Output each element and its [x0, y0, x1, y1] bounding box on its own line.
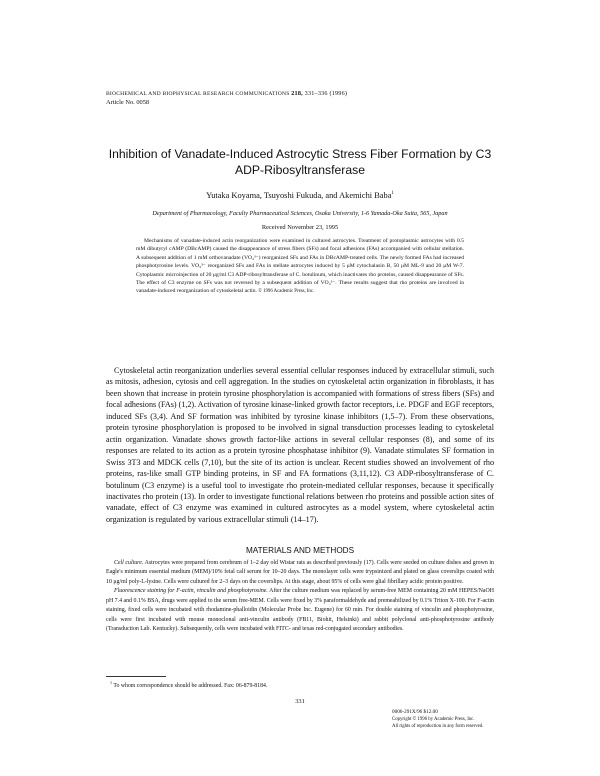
author-names: Yutaka Koyama, Tsuyoshi Fukuda, and Akemichi Baba: [206, 191, 392, 200]
methods-paragraph-cell-culture: [106, 559, 494, 587]
issn-price: 0006-291X/96 $12.00: [392, 709, 438, 715]
section-heading-methods: MATERIALS AND METHODS: [245, 546, 355, 555]
methods-paragraph-text: After the culture medium was replaced by serum-free MEM containing 20 mM HEPES/NaOH pH 7.4 and 0.1% BSA, drugs were applied to the serum free-MEM. Cells were fixed by 3% paraformaldehyde and premeabilized by 0.1% Triton X-100. For F-actin staining, fixed cells were incubated with rhodamine-phalloidin (Molecular Probe Inc. Eugene) for 60 min. For double staining of vinculin and phosphotyrosine, cells were first incubated with mouse monoclonal anti-vinculin antibody (FB11, Biohit, Helsinki) and rabbit polyclonal anti-phosphotyrosine antibody (Transduction Lab. Kentucky). Subsequently, cells were incubated with FITC- and texas red-conjugated secondary antibodies.: [106, 588, 494, 633]
methods-paragraph-staining: [106, 587, 494, 634]
footnote-mark: 1: [110, 680, 112, 685]
methods-section: [106, 559, 494, 635]
copyright-line: Copyright © 1996 by Academic Press, Inc.: [392, 717, 475, 723]
footnote-rule: [106, 676, 166, 677]
copyright-block: [392, 709, 483, 731]
author-line: [106, 191, 494, 200]
footnote: [110, 680, 267, 689]
introduction-paragraph: Cytoskeletal actin reorganization underlies several essential cellular responses induced by extracellular stimuli, such as mitosis, adhesion, cytosis and cell aggregation. In the studies on cytoskeletal actin organization in fibroblasts, it has been shown that increase in protein tyrosine phosphorylation is accompanied with formations of stress fibers (SFs) and focal adhesions (FAs) (1,2). Activation of tyrosine kinase-linked growth factor receptors, i.e. PDGF and EGF receptors, induced SFs (3,4). And SF formation was inhibited by tyrosine kinase inhibitors (1,5–7). From these observations, protein tyrosine phosphorylation is proposed to be involved in signal transduction processes leading to cytoskeletal actin organization. Vanadate shows growth factor-like actions in several cellular responses (8), and some of its responses are related to its action as a protein tyrosine phosphatase inhibitor (9). Vanadate stimulates SF formation in Swiss 3T3 and MDCK cells (7,10), but the site of its action is unclear. Recent studies showed an involvement of rho proteins, ras-like small GTP binding proteins, in SF and FA formations (3,11,12). C3 ADP-ribosyltransferase of C. botulinum (C3 enzyme) is a useful tool to investigate rho protein-mediated cellular responses, because it specifically inactivates rho protein (13). In order to investigate functional relations between rho proteins and possible action sites of vanadate, effect of C3 enzyme was examined in cultured astrocytes as a model system, where cytoskeletal actin organization is regulated by various extracellular stimuli (14–17).: [106, 366, 494, 524]
abstract: [136, 237, 464, 297]
received-date: Received November 23, 1995: [261, 224, 339, 231]
methods-paragraph-text: Astrocytes were prepared from cerebrum of 1–2 day old Wistar rats as described previously (17). Cells were seeded on culture dishes and grown in Eagle's minimum essential medium (MEM)/10% fetal calf serum for 10–20 days. The monolayer cells were trypsinized and plated on glass coverslips coated with 10 μg/ml poly-L-lysine. Cells were cultured for 2–3 days on the coverslips. At this stage, about 95% of cells were glial fibrillary acidic protein positive.: [106, 560, 494, 585]
paper-title: Inhibition of Vanadate-Induced Astrocytic Stress Fiber Formation by C3 ADP-Ribosyltransferase: [108, 147, 492, 177]
methods-subheading: Fluorescence staining for F-actin, vinculin and phosphotyrosine.: [114, 588, 268, 595]
journal-header: [106, 90, 347, 97]
affiliation: Department of Pharmacology, Faculty Pharmaceutical Sciences, Osaka University, 1-6 Yamada-Oka Suita, 565, Japan: [152, 210, 448, 217]
journal-pages-year: 331–336 (1996): [304, 90, 348, 97]
methods-subheading: Cell culture.: [114, 560, 144, 566]
article-number: Article No. 0058: [106, 99, 150, 106]
footnote-text: To whom correspondence should be addressed. Fax: 06-879-8184.: [112, 682, 268, 689]
journal-name: BIOCHEMICAL AND BIOPHYSICAL RESEARCH COMMUNICATIONS: [106, 91, 290, 97]
abstract-text: Mechanisms of vanadate-induced actin reorganization were examined in cultured astrocytes. Treatment of protoplasmic astrocytes with 0.5 mM dibutyryl cAMP (DBcAMP) caused the disappearance of stress fibers (SFs) and focal adhesions (FAs) accompanied with cellular stellation. A subsequent addition of 1 mM orthovanadate (VO₄³⁻) reorganized SFs and FAs in DBcAMP-treated cells. The newly formed FAs had increased phosphotyrosine levels. VO₄³⁻ reorganized SFs and FAs in stellate astrocytes induced by 5 μM cytochalasin B, 50 μM ML-9 and 20 μM W-7. Cytoplasmic microinjection of 20 μg/ml C3 ADP-ribosyltransferase of C. botulinum, which inactivates rho proteins, caused disappearance of SFs. The effect of C3 enzyme on SFs was not reversed by a subsequent addition of VO₄³⁻. These results suggest that rho proteins are involved in vanadate-induced reorganization of cytoskeletal actin.: [136, 238, 464, 295]
page-number: 331: [295, 698, 305, 705]
rights-line: All rights of reproduction in any form reserved.: [392, 724, 484, 730]
journal-volume: 218,: [291, 90, 303, 97]
author-footnote-mark: 1: [391, 191, 394, 197]
abstract-copyright: © 1996 Academic Press, Inc.: [258, 289, 315, 295]
